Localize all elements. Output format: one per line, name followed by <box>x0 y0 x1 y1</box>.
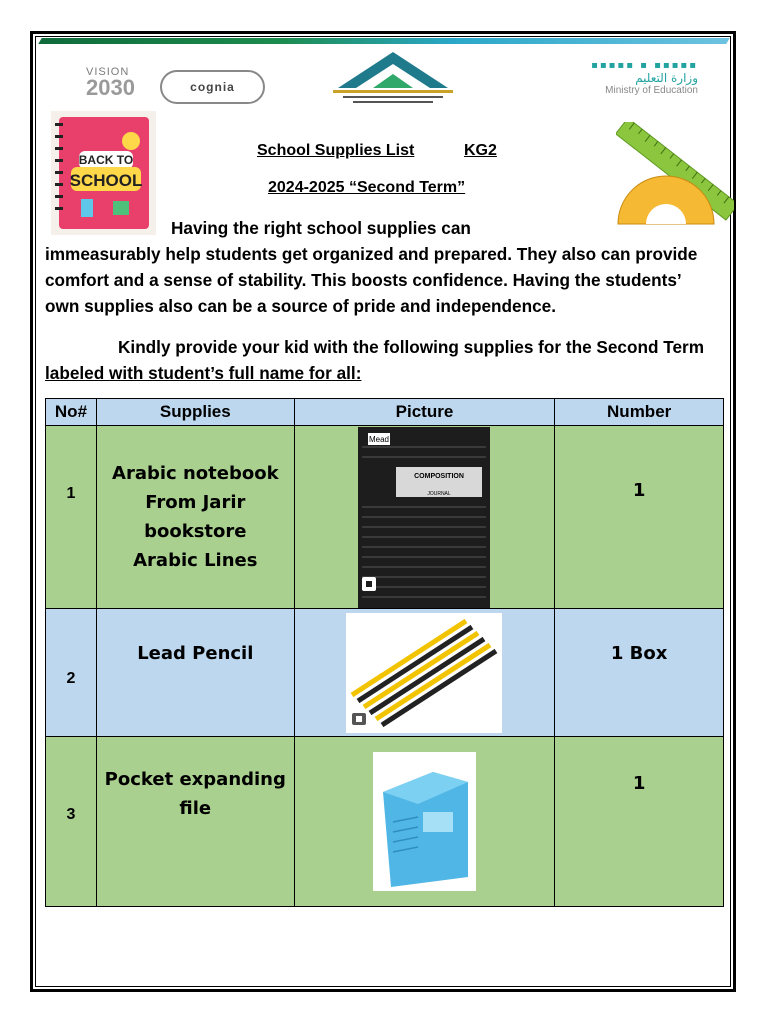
header-color-bar <box>38 38 729 44</box>
notebook-label: COMPOSITION <box>414 472 465 480</box>
supply-line: file <box>179 798 212 819</box>
supply-line: Pocket expanding <box>104 769 286 790</box>
table-header-row <box>46 399 724 426</box>
ministry-of-education-logo: ▪▪▪▪▪ ▪ ▪▪▪▪▪ وزارة التعليم Ministry of Education <box>591 60 698 96</box>
school-logo <box>318 48 468 106</box>
term-label: 2024-2025 “Second Term” <box>268 179 466 196</box>
supply-line: bookstore <box>144 521 247 542</box>
pencils-image <box>346 613 502 733</box>
row-number: 2 <box>46 609 97 737</box>
intro-line-2: immeasurably help students get organized and prepared. They also can provide <box>45 244 698 264</box>
supply-name <box>96 737 294 907</box>
picture-cell <box>294 737 555 907</box>
svg-text:SCHOOL: SCHOOL <box>69 171 143 190</box>
supply-line: Lead Pencil <box>137 643 254 664</box>
ruler-protractor-image <box>616 122 734 228</box>
supply-line: From Jarir <box>145 492 246 513</box>
picture-cell <box>294 426 555 609</box>
notebook-brand: Mead <box>369 434 390 444</box>
svg-text:BACK TO: BACK TO <box>78 153 134 167</box>
supply-name <box>96 609 294 737</box>
page-title: School Supplies List <box>257 142 415 159</box>
intro-line-4: own supplies also can be a source of pride and independence. <box>45 296 556 316</box>
quantity: 1 <box>555 426 724 609</box>
table-row <box>46 737 724 907</box>
supply-name <box>96 426 294 609</box>
cognia-logo: cognia <box>160 70 265 104</box>
expanding-file-image <box>373 752 476 891</box>
header-picture: Picture <box>294 399 555 426</box>
table-row <box>46 609 724 737</box>
picture-cell <box>294 609 555 737</box>
labeled-note: labeled with student’s full name for all: <box>45 363 362 383</box>
supply-line: Arabic Lines <box>133 550 258 571</box>
composition-notebook-image <box>358 427 490 608</box>
table-row <box>46 426 724 609</box>
quantity: 1 Box <box>555 609 724 737</box>
header-number: Number <box>555 399 724 426</box>
quantity: 1 <box>555 737 724 907</box>
header-no: No# <box>46 399 97 426</box>
supplies-table <box>45 398 724 907</box>
vision-2030-logo: VISION 2030 <box>86 66 135 100</box>
request-line: Kindly provide your kid with the following supplies for the Second Term <box>118 337 705 357</box>
intro-line-1: Having the right school supplies can <box>171 218 471 238</box>
intro-line-3: comfort and a sense of stability. This boosts confidence. Having the students’ <box>45 270 682 290</box>
notebook-journal: JOURNAL <box>427 490 452 497</box>
back-to-school-image <box>51 111 156 235</box>
supply-line: Arabic notebook <box>112 463 279 484</box>
row-number: 1 <box>46 426 97 609</box>
header-supplies: Supplies <box>96 399 294 426</box>
grade-label: KG2 <box>464 142 497 159</box>
row-number: 3 <box>46 737 97 907</box>
